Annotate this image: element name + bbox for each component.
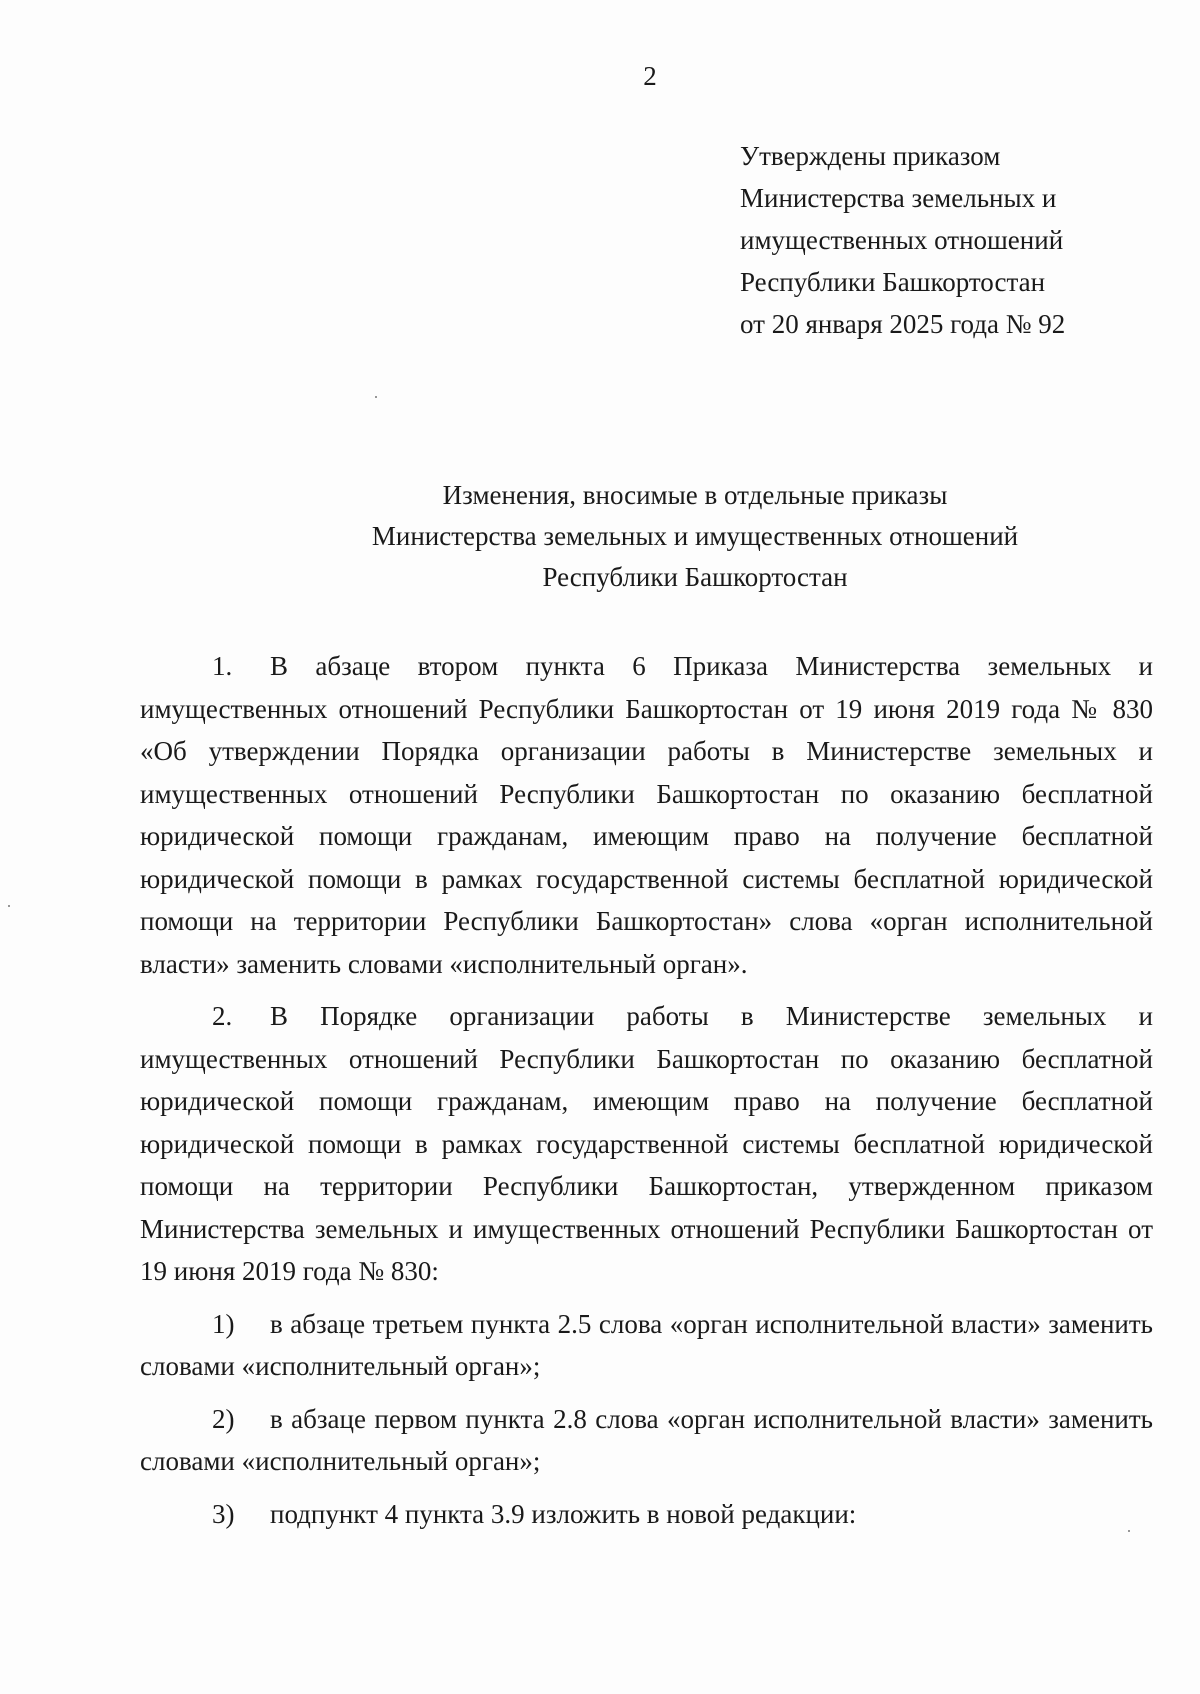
approval-line-1: Утверждены приказом <box>740 141 1001 171</box>
item-1-number: 1. <box>212 651 233 681</box>
item-1-text: В абзаце втором пункта 6 Приказа Министерства земельных и имущественных отношений Республики Башкортостан от 19 июня 2019 года № 830 «Об утверждении Порядка организации работы в Министерстве земельных и имущественных отношений Республики Башкортостан по оказанию бесплатной юридической помощи гражданам, имеющим право на получение бесплатной юридической помощи в рамках государственной системы бесплатной юридической помощи на территории Республики Башкортостан» слова «орган исполнительной власти» заменить словами «исполнительный орган». <box>140 651 1153 979</box>
subitem-1-number: 1) <box>212 1308 235 1339</box>
approval-line-5: от 20 января 2025 года № 92 <box>740 309 1066 339</box>
approval-line-3: имущественных отношений <box>740 225 1064 255</box>
title-line-3: Республики Башкортостан <box>542 562 848 592</box>
subitem-3-text: подпункт 4 пункта 3.9 изложить в новой редакции: <box>270 1498 857 1529</box>
title-line-2: Министерства земельных и имущественных отношений <box>371 521 1019 551</box>
document-title <box>140 475 1200 598</box>
title-line-1: Изменения, вносимые в отдельные приказы <box>442 480 948 510</box>
scan-speck <box>8 905 10 907</box>
scan-speck <box>375 396 377 398</box>
approval-line-2: Министерства земельных и <box>740 183 1057 213</box>
scan-speck <box>1128 1530 1130 1532</box>
paragraph-subitem-2 <box>140 1398 1153 1483</box>
subitem-3-number: 3) <box>212 1498 235 1529</box>
approval-line-4: Республики Башкортостан <box>740 267 1046 297</box>
document-body <box>140 645 1153 1535</box>
subitem-2-number: 2) <box>212 1403 235 1434</box>
item-2-number: 2. <box>212 1001 233 1031</box>
approval-block <box>740 135 1065 345</box>
page-number: 2 <box>643 61 657 91</box>
paragraph-subitem-3 <box>140 1493 1153 1536</box>
subitem-2-text: в абзаце первом пункта 2.8 слова «орган исполнительной власти» заменить словами «исполнительный орган»; <box>140 1403 1153 1476</box>
subitem-1-text: в абзаце третьем пункта 2.5 слова «орган исполнительной власти» заменить словами «исполнительный орган»; <box>140 1308 1153 1381</box>
paragraph-item-2 <box>140 995 1153 1293</box>
paragraph-item-1 <box>140 645 1153 985</box>
item-2-text: В Порядке организации работы в Министерстве земельных и имущественных отношений Республики Башкортостан по оказанию бесплатной юридической помощи гражданам, имеющим право на получение бесплатной юридической помощи в рамках государственной системы бесплатной юридической помощи на территории Республики Башкортостан, утвержденном приказом Министерства земельных и имущественных отношений Республики Башкортостан от 19 июня 2019 года № 830: <box>140 1001 1153 1286</box>
paragraph-subitem-1 <box>140 1303 1153 1388</box>
